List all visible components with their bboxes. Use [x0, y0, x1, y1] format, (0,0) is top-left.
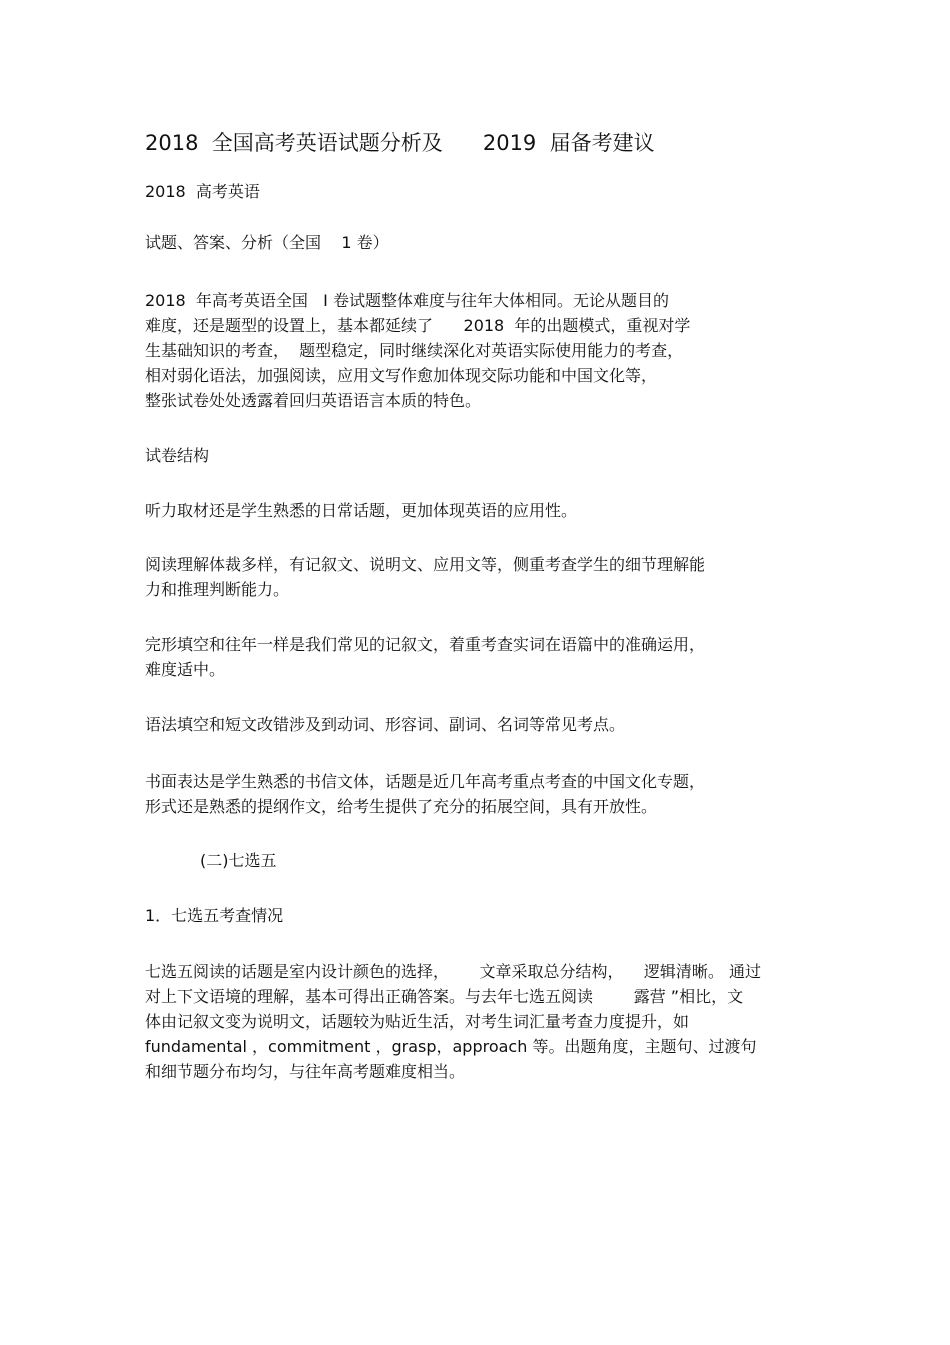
text-line: 难度，还是题型的设置上，基本都延续了 2018 年的出题模式，重视对学	[145, 316, 691, 335]
intro-paragraph	[145, 288, 690, 413]
text-line: 生基础知识的考查， 题型稳定，同时继续深化对英语实际使用能力的考查，	[145, 341, 684, 360]
subtitle: 2018 高考英语	[145, 182, 260, 201]
document-title: 2018 全国高考英语试题分析及 2019 届备考建议	[145, 131, 655, 155]
seven-five-paragraph	[145, 959, 761, 1084]
text-line: 阅读理解体裁多样，有记叙文、说明文、应用文等，侧重考查学生的细节理解能	[145, 555, 706, 574]
text-line: 力和推理判断能力。	[145, 580, 290, 599]
text-line: 书面表达是学生熟悉的书信文体，话题是近几年高考重点考查的中国文化专题，	[145, 772, 706, 791]
text-line: 相对弱化语法，加强阅读，应用文写作愈加体现交际功能和中国文化等，	[145, 366, 658, 385]
text-line: 形式还是熟悉的提纲作文，给考生提供了充分的拓展空间，具有开放性。	[145, 797, 658, 816]
writing-paragraph	[145, 769, 705, 819]
text-line: 七选五阅读的话题是室内设计颜色的选择， 文章采取总分结构， 逻辑清晰。 通过	[145, 962, 761, 981]
text-line: 2018 年高考英语全国 I 卷试题整体难度与往年大体相同。无论从题目的	[145, 291, 669, 310]
grammar-paragraph: 语法填空和短文改错涉及到动词、形容词、副词、名词等常见考点。	[145, 715, 626, 734]
listening-paragraph: 听力取材还是学生熟悉的日常话题，更加体现英语的应用性。	[145, 501, 578, 520]
section-heading: (二)七选五	[200, 851, 277, 870]
text-line: 整张试卷处处透露着回归英语语言本质的特色。	[145, 391, 482, 410]
reading-paragraph	[145, 552, 705, 602]
text-line: 对上下文语境的理解，基本可得出正确答案。与去年七选五阅读 露营 ”相比，文	[145, 987, 744, 1006]
text-line: fundamental ，commitment ，grasp，approach 等。出题角度，主题句、过渡句	[145, 1037, 757, 1056]
text-line: 难度适中。	[145, 660, 226, 679]
text-line: 完形填空和往年一样是我们常见的记叙文，着重考查实词在语篇中的准确运用，	[145, 635, 706, 654]
cloze-paragraph	[145, 632, 705, 682]
subsection-heading: 1．七选五考查情况	[145, 906, 284, 925]
source-line: 试题、答案、分析（全国 1 卷）	[145, 233, 389, 252]
text-line: 和细节题分布均匀，与往年高考题难度相当。	[145, 1062, 466, 1081]
text-line: 体由记叙文变为说明文，话题较为贴近生活，对考生词汇量考查力度提升，如	[145, 1012, 690, 1031]
structure-heading: 试卷结构	[145, 446, 210, 465]
